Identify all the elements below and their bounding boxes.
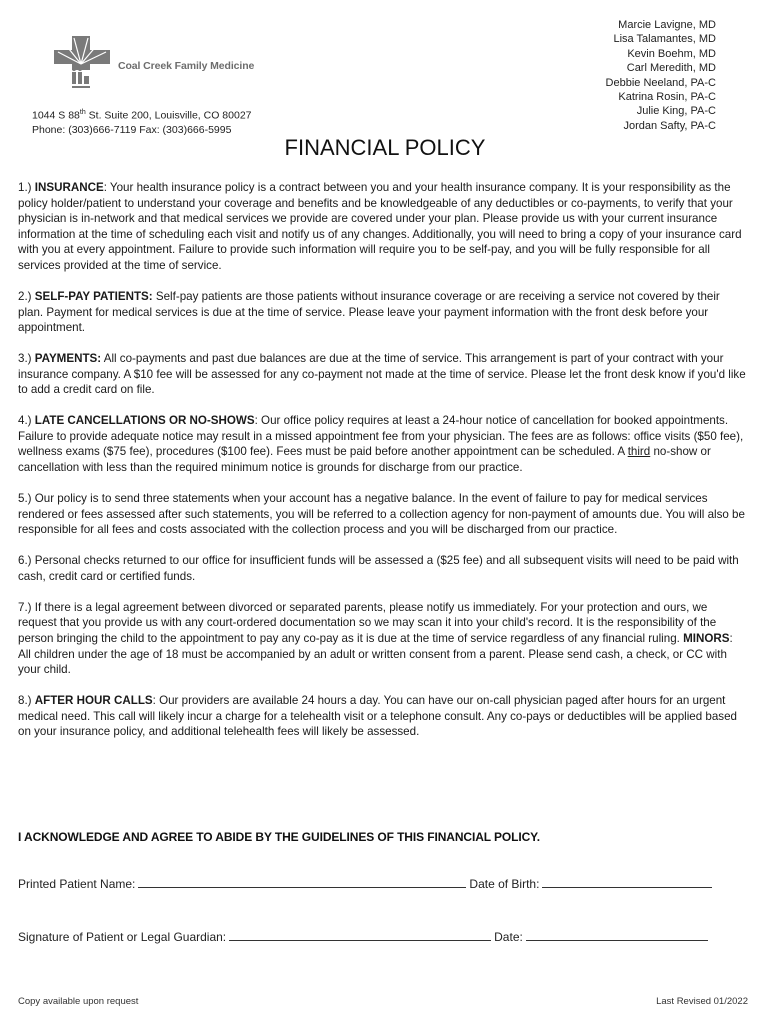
date-label: Date:: [494, 930, 523, 944]
provider-list: [606, 18, 716, 133]
provider-name: Debbie Neeland, PA-C: [605, 76, 716, 89]
policy-section-parents-minors: 7.) If there is a legal agreement between divorced or separated parents, please notify us immediately. For your protection and ours, we request that you provide us with any court-ordered documentation so we may scan it into your child's record. It is the responsibility of the person bringing the child to the appointment to pay any co-pay as it is due at the time of service regardless of any financial ruling. MINORS: All children under the age of 18 must be accompanied by an adult or written consent from a parent. Please send cash, a check, or CC with your child.: [18, 600, 733, 677]
provider-name: Kevin Boehm, MD: [627, 47, 716, 60]
footer-revision-date: Last Revised 01/2022: [656, 996, 748, 1007]
signature-row: [18, 929, 746, 944]
patient-name-field[interactable]: [138, 876, 466, 888]
date-field[interactable]: [526, 929, 708, 941]
signature-label: Signature of Patient or Legal Guardian:: [18, 930, 227, 944]
policy-section-late-cancellations: 4.) LATE CANCELLATIONS OR NO-SHOWS: Our office policy requires at least a 24-hour notice of cancellation for booked appointments. Failure to provide adequate notice may result in a missed appointment fee from your physician. The fees are as follows: office visits ($50 fee), wellness exams ($75 fee), procedures ($100 fee). Fees must be paid before another appointment can be scheduled. A third no-show or cancellation with less than the required minimum notice is grounds for discharge from our practice.: [18, 414, 744, 475]
policy-section-returned-checks: 6.) Personal checks returned to our office for insufficient funds will be assessed a ($25 fee) and all subsequent visits will need to be paid with cash, credit card or certified funds.: [18, 554, 739, 583]
dob-field[interactable]: [542, 876, 712, 888]
page-title: FINANCIAL POLICY: [284, 135, 486, 160]
address-phone-fax: Phone: (303)666-7119 Fax: (303)666-5995: [32, 123, 232, 136]
policy-section-after-hour-calls: 8.) AFTER HOUR CALLS: Our providers are available 24 hours a day. You can have our on-call physician paged after hours for an urgent medical need. This call will likely incur a charge for a telehealth visit or a telephone consult. Any co-pays or deductibles will be applied based on your insurance policy, and additional telehealth fees will likely be assessed.: [18, 694, 737, 739]
provider-name: Julie King, PA-C: [636, 105, 716, 118]
policy-section-self-pay: 2.) SELF-PAY PATIENTS: Self-pay patients are those patients without insurance coverage or are receiving a service not covered by their plan. Payment for medical services is due at the time of service. Please leave your payment information with the front desk before your appointment.: [18, 289, 720, 335]
provider-name: Carl Meredith, MD: [626, 62, 716, 75]
acknowledgement-statement: I ACKNOWLEDGE AND AGREE TO ABIDE BY THE GUIDELINES OF THIS FINANCIAL POLICY.: [18, 830, 540, 844]
policy-section-payments: 3.) PAYMENTS: All co-payments and past due balances are due at the time of service. This arrangement is part of your contract with your insurance company. A $10 fee will be assessed for any co-payment not made at the time of service. Please let the front desk know if you'd like to add a credit card on file.: [18, 352, 746, 397]
practice-logo: [50, 36, 114, 88]
policy-section-insurance: 1.) INSURANCE: Your health insurance policy is a contract between you and your health insurance company. It is your responsibility as the policy holder/patient to understand your coverage and benefits and be knowledgeable of any deductibles or co-payments, to verify that your physician is in-network and that medical services we provide are covered under your plan. Please provide us with your current insurance information at the time of scheduling each visit and notify us of any changes. Additionally, you will need to bring a copy of your insurance card with you at every appointment. Failure to provide such information will require you to be self-pay, and you will be fully responsible for all services provided at the time of service.: [18, 181, 742, 272]
provider-name: Jordan Safty, PA-C: [623, 119, 716, 132]
address-street: 1044 S 88th St. Suite 200, Louisville, CO 80027: [32, 109, 252, 122]
signature-field[interactable]: [229, 929, 491, 941]
policy-body: [18, 180, 748, 755]
policy-section-statements: 5.) Our policy is to send three statements when your account has a negative balance. In the event of failure to pay for medical services rendered or fees assessed after such statements, you will be referred to a collection agency for non-payment of amounts due. You will also be responsible for all fees and costs associated with the collection process and you will be discharged from our practice.: [18, 492, 745, 537]
patient-name-label: Printed Patient Name:: [18, 877, 136, 891]
provider-name: Marcie Lavigne, MD: [618, 19, 716, 31]
practice-address: [32, 106, 252, 137]
dob-label: Date of Birth:: [469, 877, 540, 891]
practice-name: Coal Creek Family Medicine: [118, 60, 255, 72]
provider-name: Lisa Talamantes, MD: [613, 33, 716, 46]
footer-copy-note: Copy available upon request: [18, 996, 139, 1007]
patient-info-row: [18, 876, 746, 891]
provider-name: Katrina Rosin, PA-C: [618, 91, 716, 104]
